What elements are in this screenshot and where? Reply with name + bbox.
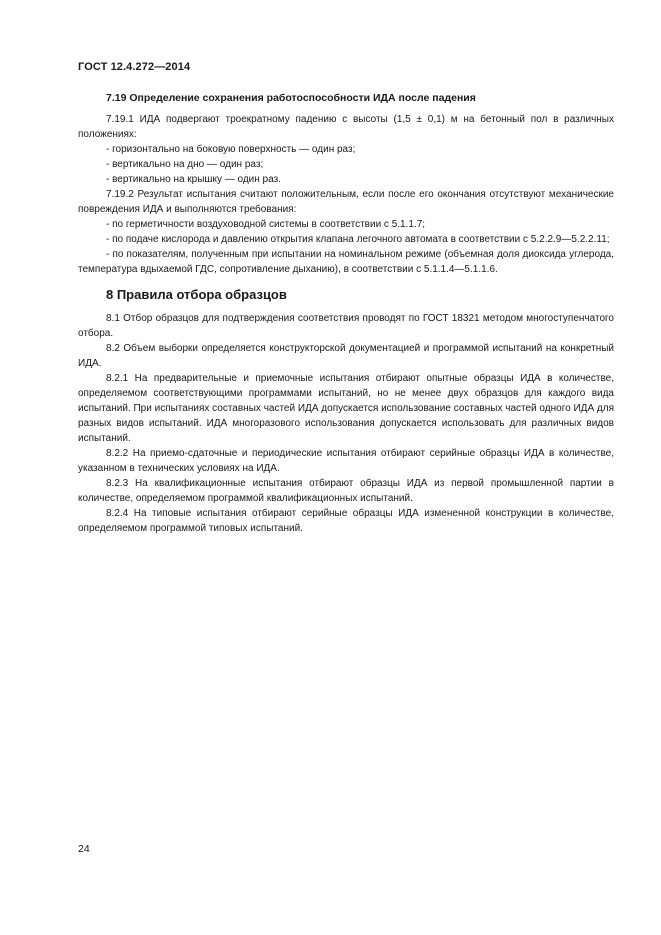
section-8-title: 8 Правила отбора образцов [106, 287, 287, 302]
section-7-19-body [78, 112, 614, 277]
list-item: - вертикально на дно — один раз; [106, 159, 264, 170]
paragraph-8-2: 8.2 Объем выборки определяется конструкторской документацией и программой испытаний на конкретный ИДА. [78, 343, 614, 369]
list-item: - по подаче кислорода и давлению открытия клапана легочного автомата в соответствии с 5.2.2.9—5.2.2.11; [106, 234, 610, 245]
section-8-body [78, 311, 614, 536]
paragraph-8-2-2: 8.2.2 На приемо-сдаточные и периодические испытания отбирают серийные образцы ИДА в количестве, указанном в технических условиях на ИДА. [78, 448, 614, 474]
list-item: - горизонтально на боковую поверхность — один раз; [106, 144, 356, 155]
paragraph-8-2-4: 8.2.4 На типовые испытания отбирают серийные образцы ИДА измененной конструкции в количестве, определяемом программой типовых испытаний. [78, 508, 614, 534]
page-number: 24 [78, 843, 90, 855]
paragraph-7-19-1: 7.19.1 ИДА подвергают троекратному падению с высоты (1,5 ± 0,1) м на бетонный пол в различных положениях: [78, 114, 614, 140]
paragraph-7-19-2: 7.19.2 Результат испытания считают положительным, если после его окончания отсутствуют механические повреждения ИДА и выполняются требования: [78, 189, 614, 215]
list-item: - по показателям, полученным при испытании на номинальном режиме (объемная доля диоксида углерода, температура вдыхаемой ГДС, сопротивление дыханию), в соответствии с 5.1.1.4—5.1.1.6. [78, 249, 614, 275]
paragraph-8-2-3: 8.2.3 На квалификационные испытания отбирают образцы ИДА из первой промышленной партии в количестве, определяемом программой квалификационных испытаний. [78, 478, 614, 504]
document-code: ГОСТ 12.4.272—2014 [78, 61, 191, 73]
list-item: - по герметичности воздуховодной системы в соответствии с 5.1.1.7; [106, 219, 426, 230]
section-7-19-title: 7.19 Определение сохранения работоспособности ИДА после падения [106, 92, 476, 104]
paragraph-8-2-1: 8.2.1 На предварительные и приемочные испытания отбирают опытные образцы ИДА в количестве, определяемом соответствующими программами испытаний, но не менее двух образцов для каждого вида испытаний. При испытаниях составных частей ИДА допускается использование составных частей одного ИДА для разных видов испытаний. ИДА многоразового использования допускается использовать для различных видов испытаний. [78, 373, 614, 444]
paragraph-8-1: 8.1 Отбор образцов для подтверждения соответствия проводят по ГОСТ 18321 методом многоступенчатого отбора. [78, 313, 614, 339]
list-item: - вертикально на крышку — один раз. [106, 174, 281, 185]
